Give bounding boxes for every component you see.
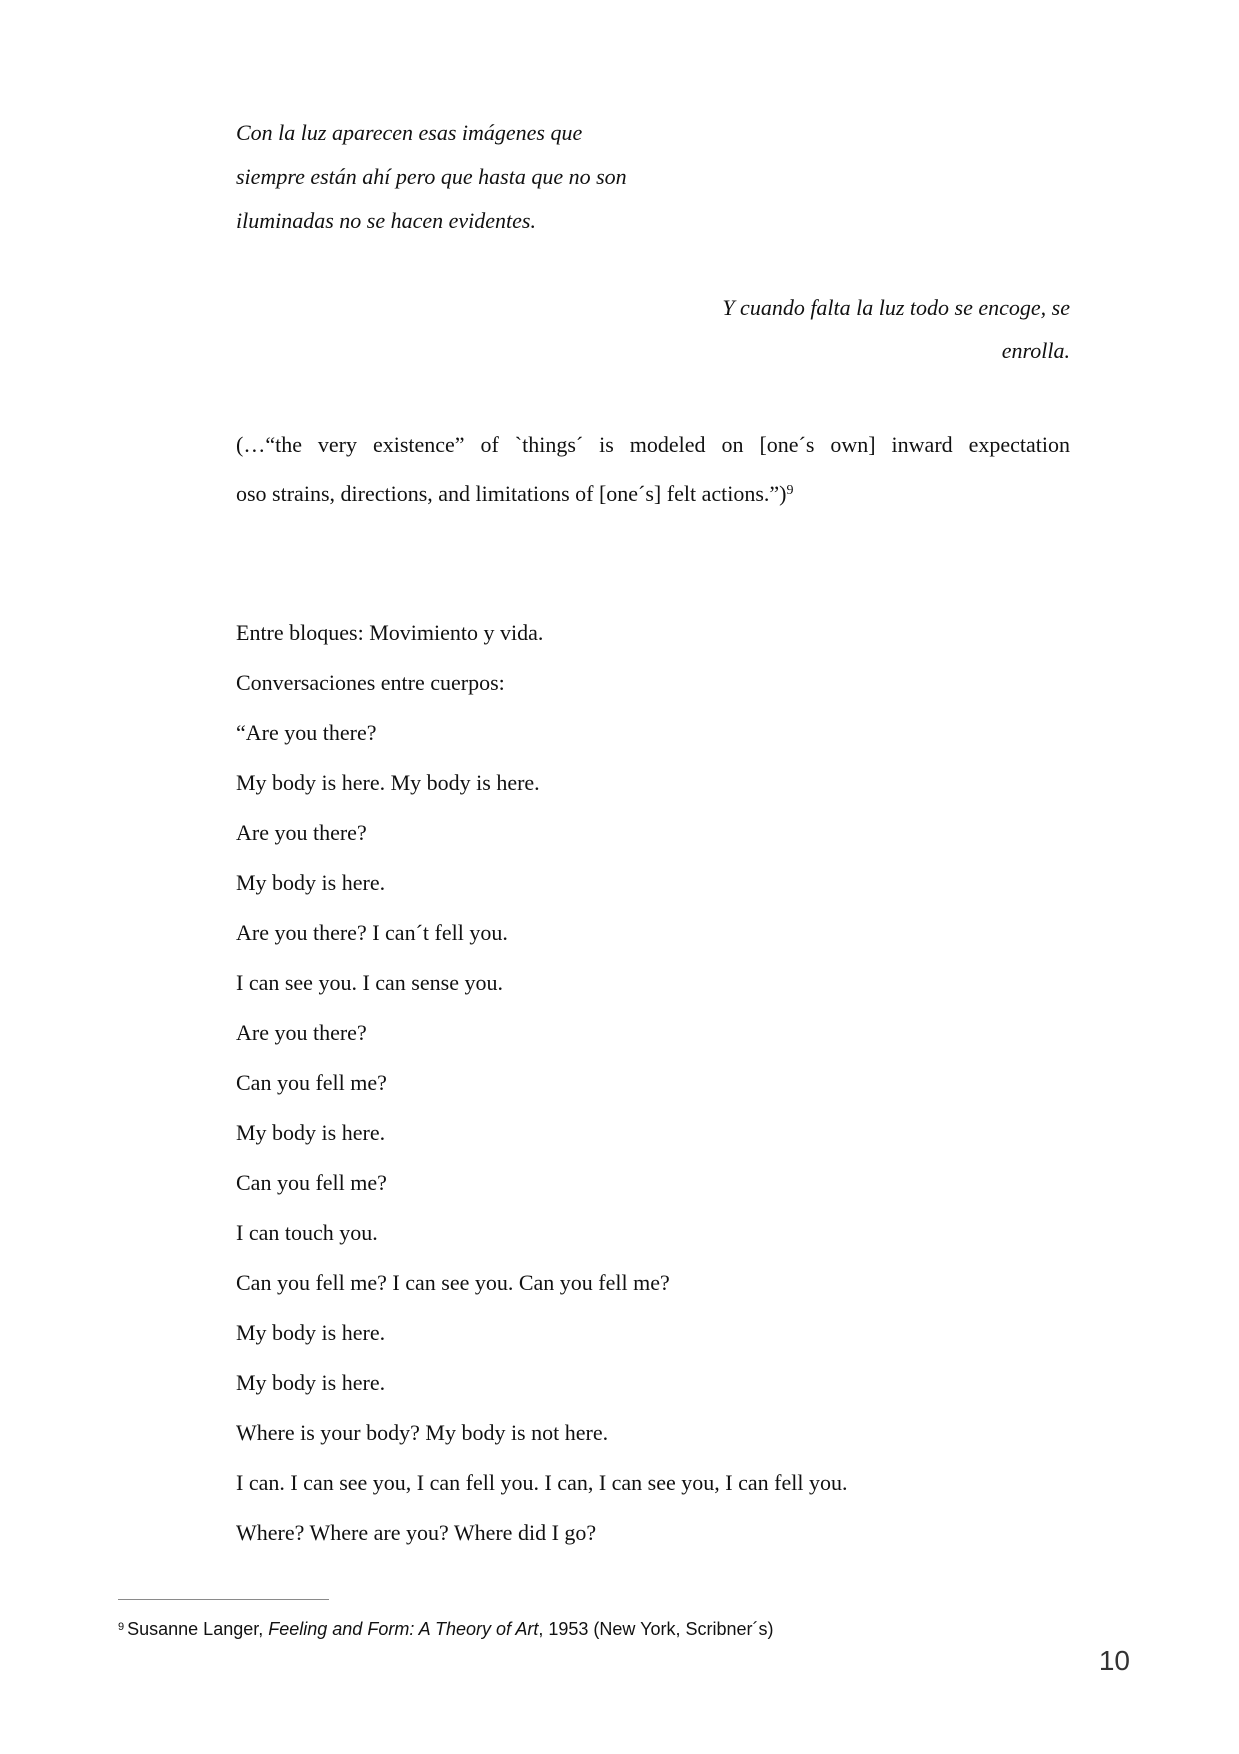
dialogue-line: I can. I can see you, I can fell you. I can, I can see you, I can fell you.	[236, 1470, 848, 1495]
dialogue-line: I can see you. I can sense you.	[236, 970, 503, 995]
quote-line: (…“the very existence” of `things´ is modeled on [one´s own] inward expectation	[236, 432, 1070, 457]
dialogue-line: “Are you there?	[236, 720, 377, 745]
dialogue-line: My body is here. My body is here.	[236, 770, 540, 795]
right-italic-line: Y cuando falta la luz todo se encoge, se	[722, 295, 1070, 320]
dialogue-section	[236, 608, 1070, 1558]
footnote-reference: 9	[786, 483, 794, 498]
dialogue-line: Can you fell me?	[236, 1170, 387, 1195]
footnote-number: 9	[118, 1621, 125, 1633]
dialogue-subheading: Conversaciones entre cuerpos:	[236, 670, 505, 695]
right-italic-line: enrolla.	[1001, 338, 1070, 363]
dialogue-line: My body is here.	[236, 1320, 386, 1345]
footnote-divider	[118, 1599, 329, 1600]
footnote-title: Feeling and Form: A Theory of Art	[268, 1619, 539, 1639]
dialogue-line: Are you there? I can´t fell you.	[236, 920, 508, 945]
dialogue-line: Can you fell me? I can see you. Can you fell me?	[236, 1270, 670, 1295]
dialogue-heading: Entre bloques: Movimiento y vida.	[236, 620, 544, 645]
dialogue-line: Are you there?	[236, 820, 367, 845]
dialogue-line: My body is here.	[236, 1120, 386, 1145]
dialogue-line: Are you there?	[236, 1020, 367, 1045]
footnote-author: Susanne Langer,	[127, 1619, 269, 1639]
dialogue-line: My body is here.	[236, 1370, 386, 1395]
page-number: 10	[1098, 1645, 1130, 1676]
footnote	[118, 1617, 773, 1641]
dialogue-line: Can you fell me?	[236, 1070, 387, 1095]
intro-italic-line: siempre están ahí pero que hasta que no son	[236, 164, 627, 189]
dialogue-line: I can touch you.	[236, 1220, 378, 1245]
intro-italic-paragraph	[236, 111, 1070, 243]
dialogue-line: Where is your body? My body is not here.	[236, 1420, 609, 1445]
footnote-rest: , 1953 (New York, Scribner´s)	[538, 1619, 774, 1639]
intro-italic-line: iluminadas no se hacen evidentes.	[236, 208, 536, 233]
quote-line-with-ref	[236, 469, 1070, 518]
quote-line-text: oso strains, directions, and limitations of [one´s] felt actions.”)	[236, 481, 787, 506]
quote-paragraph	[236, 420, 1070, 518]
intro-italic-line: Con la luz aparecen esas imágenes que	[236, 120, 583, 145]
right-italic-paragraph	[236, 286, 1070, 372]
dialogue-line: My body is here.	[236, 870, 386, 895]
dialogue-line: Where? Where are you? Where did I go?	[236, 1520, 597, 1545]
